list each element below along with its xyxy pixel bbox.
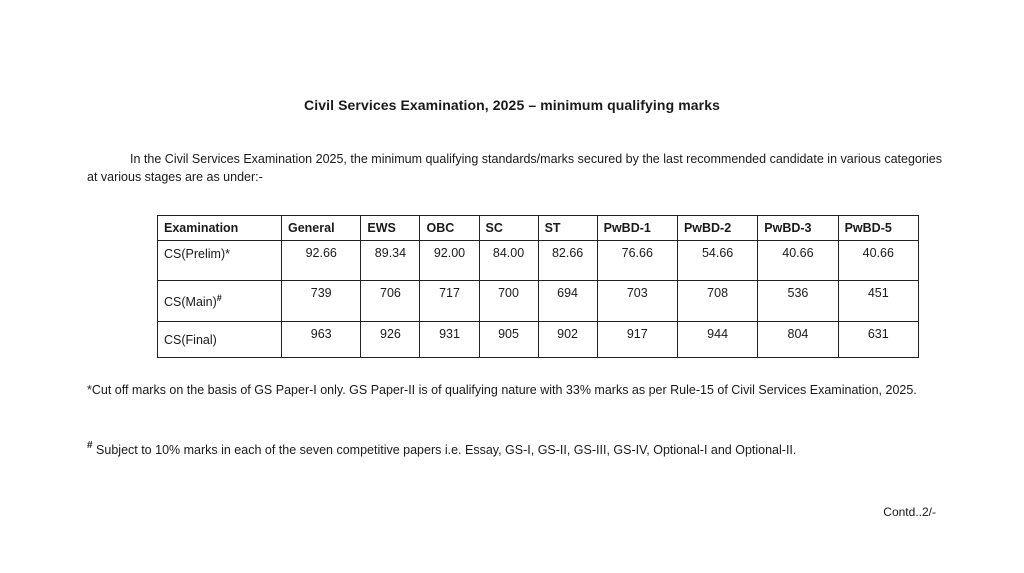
row-label-main: [158, 281, 282, 322]
table-cell: 76.66: [597, 241, 677, 281]
table-cell: 926: [361, 322, 420, 358]
qualifying-marks-table: [157, 215, 919, 358]
table-cell: 703: [597, 281, 677, 322]
footnote-main-text: Subject to 10% marks in each of the seven competitive papers i.e. Essay, GS-I, GS-II, GS-III, GS-IV, Optional-I and Optional-II.: [96, 443, 797, 457]
table-cell: 902: [538, 322, 597, 358]
table-row-main: [158, 281, 919, 322]
table-cell: 536: [758, 281, 838, 322]
header-examination: Examination: [158, 216, 282, 241]
header-sc: SC: [479, 216, 538, 241]
table-cell: 694: [538, 281, 597, 322]
table-cell: 54.66: [677, 241, 757, 281]
table-cell: 706: [361, 281, 420, 322]
header-pwbd-3: PwBD-3: [758, 216, 838, 241]
table-cell: 82.66: [538, 241, 597, 281]
document-title: Civil Services Examination, 2025 – minimum qualifying marks: [304, 97, 720, 113]
table-cell: 905: [479, 322, 538, 358]
footnote-prelim: *Cut off marks on the basis of GS Paper-I only. GS Paper-II is of qualifying nature with 33% marks as per Rule-15 of Civil Services Examination, 2025.: [87, 383, 917, 397]
table-cell: 717: [420, 281, 479, 322]
hash-footnote-mark: #: [216, 292, 222, 303]
header-st: ST: [538, 216, 597, 241]
table-cell: 451: [838, 281, 918, 322]
row-label-prelim: CS(Prelim)*: [158, 241, 282, 281]
table-row-final: [158, 322, 919, 358]
table-cell: 631: [838, 322, 918, 358]
footnote-main: [87, 437, 942, 459]
table-cell: 739: [282, 281, 361, 322]
row-label-main-text: CS(Main): [164, 295, 217, 310]
row-label-final: CS(Final): [158, 322, 282, 358]
header-pwbd-1: PwBD-1: [597, 216, 677, 241]
table-cell: 944: [677, 322, 757, 358]
header-obc: OBC: [420, 216, 479, 241]
table-cell: 89.34: [361, 241, 420, 281]
continued-label: Contd..2/-: [883, 505, 936, 519]
table-cell: 92.00: [420, 241, 479, 281]
header-general: General: [282, 216, 361, 241]
footnote-hash-mark: #: [87, 440, 93, 451]
table-cell: 963: [282, 322, 361, 358]
intro-paragraph: In the Civil Services Examination 2025, the minimum qualifying standards/marks secured by the last recommended candidate in various categories at various stages are as under:-: [87, 152, 942, 184]
table-cell: 708: [677, 281, 757, 322]
table-cell: 804: [758, 322, 838, 358]
table-row-prelim: [158, 241, 919, 281]
table-cell: 917: [597, 322, 677, 358]
table-cell: 40.66: [838, 241, 918, 281]
header-pwbd-2: PwBD-2: [677, 216, 757, 241]
table-cell: 40.66: [758, 241, 838, 281]
table-cell: 92.66: [282, 241, 361, 281]
table-cell: 84.00: [479, 241, 538, 281]
table-header-row: [158, 216, 919, 241]
table-cell: 700: [479, 281, 538, 322]
table-cell: 931: [420, 322, 479, 358]
header-pwbd-5: PwBD-5: [838, 216, 918, 241]
header-ews: EWS: [361, 216, 420, 241]
